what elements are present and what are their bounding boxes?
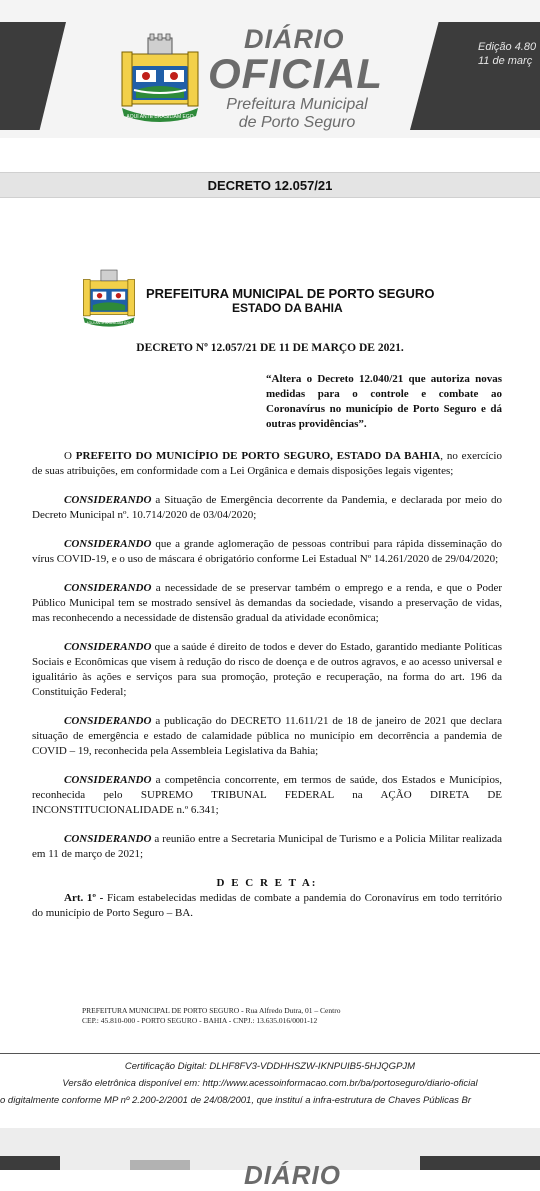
next-page-left-band	[0, 1156, 60, 1170]
considerando-text: que a saúde é direito de todos e dever do Estado, garantido mediante Políticas Sociais e Econômicas que visem à redução do risco de doença e de outros agravos, e ao acesso universal e igualitário às ações e serviços para sua promoção, proteção e recuperação, na forma do art. 196 da Constituição Federal;	[32, 641, 502, 698]
svg-text:AQUI ANTE BRASILIAM EGO: AQUI ANTE BRASILIAM EGO	[126, 114, 194, 120]
masthead-title-oficial: OFICIAL	[208, 50, 383, 97]
next-page-right-band	[420, 1156, 540, 1170]
considerando-paragraph	[32, 832, 502, 862]
considerando-paragraph	[32, 581, 502, 626]
considerando-text: a necessidade de se preservar também o emprego e a renda, e que o Poder Público Municipal tem se mostrado sensível às demandas da sociedade, visando a preservação de vidas, mas reconhecendo a necessidade de distensão gradual da atividade econômica;	[32, 582, 502, 624]
certification-code: Certificação Digital: DLHF8FV3-VDDHHSZW-IKNPUIB5-5HJQGPJM	[124, 1061, 416, 1072]
decreta-heading: D E C R E T A:	[216, 877, 318, 889]
certification-url[interactable]: Versão eletrônica disponível em: http://www.acessoinformacao.com.br/ba/portoseguro/diario-oficial	[62, 1078, 478, 1089]
considerando-keyword: CONSIDERANDO	[64, 774, 152, 786]
considerando-paragraph	[32, 714, 502, 759]
letterhead-prefeitura: PREFEITURA MUNICIPAL DE PORTO SEGURO	[146, 286, 435, 301]
considerando-keyword: CONSIDERANDO	[64, 494, 152, 506]
considerando-text: que a grande aglomeração de pessoas contribui para rápida disseminação do vírus COVID-19, e o uso de máscara é obrigatório conforme Lei Estadual Nº 14.261/2020 de 29/04/2020;	[32, 538, 502, 565]
considerando-keyword: CONSIDERANDO	[64, 582, 152, 594]
decree-number-label: DECRETO 12.057/21	[207, 178, 333, 193]
footer-address-line1: PREFEITURA MUNICIPAL DE PORTO SEGURO - Rua Alfredo Dutra, 01 – Centro	[82, 1006, 341, 1015]
next-page-title: DIÁRIO	[244, 1160, 341, 1190]
considerando-paragraph	[32, 493, 502, 523]
certification-legal: o digitalmente conforme MP nº 2.200-2/2001 de 24/08/2001, que instituí a infra-estrutura de Chaves Públicas Br	[0, 1095, 472, 1106]
decree-body	[32, 449, 502, 921]
considerando-text: a reunião entre a Secretaria Municipal de Turismo e a Policia Militar realizada em 11 de março de 2021;	[32, 833, 502, 860]
edition-date: 11 de març	[478, 55, 533, 67]
decree-ementa: “Altera o Decreto 12.040/21 que autoriza novas medidas para o controle e combate ao Coronavírus no município de Porto Seguro e dá outras providências”.	[266, 373, 502, 430]
masthead	[0, 0, 540, 138]
considerando-text: a competência concorrente, em termos de saúde, dos Estados e Municípios, reconhecida pelo SUPREMO TRIBUNAL FEDERAL na AÇÃO DIRETA DE INCONSTITUCIONALIDADE n.º 6.341;	[32, 774, 502, 816]
certification-block	[0, 1058, 540, 1109]
edition-info	[478, 40, 540, 68]
considerando-text: a Situação de Emergência decorrente da Pandemia, e declarada por meio do Decreto Municipal nº. 10.714/2020 de 03/04/2020;	[32, 494, 502, 521]
masthead-left-band	[0, 22, 66, 130]
preamble-authority: PREFEITO DO MUNICÍPIO DE PORTO SEGURO, ESTADO DA BAHIA	[75, 450, 441, 462]
footer-address	[82, 1006, 462, 1026]
certification-divider	[0, 1053, 540, 1054]
considerando-keyword: CONSIDERANDO	[64, 833, 152, 845]
decree-title: DECRETO Nº 12.057/21 DE 11 DE MARÇO DE 2021.	[136, 342, 404, 354]
article-1	[32, 891, 502, 921]
article-1-label: Art. 1º -	[64, 892, 104, 904]
masthead-subtitle-line1: Prefeitura Municipal	[226, 96, 368, 113]
letterhead-estado: ESTADO DA BAHIA	[232, 301, 343, 315]
letterhead-crest-icon	[80, 266, 138, 328]
considerando-paragraph	[32, 537, 502, 567]
masthead-subtitle-line2: de Porto Seguro	[238, 114, 356, 131]
considerando-keyword: CONSIDERANDO	[64, 715, 152, 727]
footer-address-line2: CEP.: 45.810-000 - PORTO SEGURO - BAHIA - CNPJ.: 13.635.016/0001-12	[82, 1016, 318, 1025]
considerando-keyword: CONSIDERANDO	[64, 641, 152, 653]
preamble-rest: , no exercício de suas atribuições, em conformidade com a Lei Orgânica e demais disposições legais vigentes;	[32, 450, 502, 477]
decree-number-band	[0, 172, 540, 198]
next-page-crest-icon	[130, 1160, 190, 1170]
preamble-paragraph	[32, 449, 502, 479]
article-1-text: Ficam estabelecidas medidas de combate a pandemia do Coronavírus em todo território do município de Porto Seguro – BA.	[32, 892, 502, 919]
considerando-text: a publicação do DECRETO 11.611/21 de 18 de janeiro de 2021 que declara situação de emergência e estado de calamidade pública no município em decorrência a pandemia de COVID – 19, reconhecida pela Assembleia Legislativa da Bahia;	[32, 715, 502, 757]
masthead-right-band	[410, 22, 540, 130]
municipal-crest-icon	[118, 32, 202, 124]
edition-number: Edição 4.80	[478, 41, 537, 53]
considerando-paragraph	[32, 773, 502, 818]
considerando-keyword: CONSIDERANDO	[64, 538, 152, 550]
masthead-title-diario: DIÁRIO	[244, 24, 345, 54]
preamble-lead: O	[64, 450, 76, 462]
masthead-subtitle	[222, 96, 372, 132]
svg-text:AQUI ANTE BRASILIAM EGO: AQUI ANTE BRASILIAM EGO	[86, 320, 132, 325]
considerando-paragraph	[32, 640, 502, 700]
